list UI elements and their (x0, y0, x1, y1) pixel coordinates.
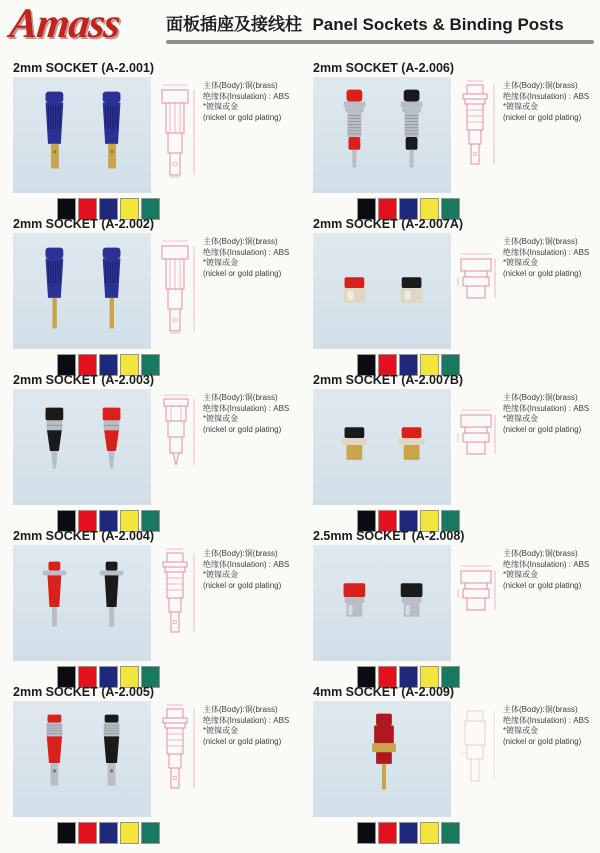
product-specs (203, 233, 300, 351)
spec-insulation-material: 绝缘体(Insulation) : ABS (503, 715, 590, 725)
product-title: 2mm SOCKET (A-2.004) (13, 529, 155, 543)
color-swatch (120, 822, 139, 844)
product-specs (503, 233, 600, 351)
spec-body-material: 主体(Body):铜(brass) (503, 393, 578, 402)
color-swatch (420, 822, 439, 844)
product-title: 2mm SOCKET (A-2.002) (13, 217, 155, 231)
product-specs (203, 701, 300, 819)
spec-body-material: 主体(Body):铜(brass) (503, 705, 578, 714)
product-photo (313, 389, 451, 505)
color-swatch (357, 822, 376, 844)
product-title: 4mm SOCKET (A-2.009) (313, 685, 455, 699)
product-specs (203, 77, 300, 195)
product-title: 2mm SOCKET (A-2.007B) (313, 373, 464, 387)
product-grid (0, 58, 600, 838)
page-titles (166, 10, 594, 44)
spec-plating-chinese: *镀镍或金 (203, 726, 239, 735)
product-specs (503, 701, 600, 819)
spec-plating-english: (nickel or gold plating) (503, 736, 582, 746)
spec-plating-chinese: *镀镍或金 (503, 414, 539, 423)
spec-plating-english: (nickel or gold plating) (503, 112, 582, 122)
color-swatch (378, 822, 397, 844)
technical-drawing (454, 701, 500, 817)
spec-plating-chinese: *镀镍或金 (503, 102, 539, 111)
spec-body-material: 主体(Body):铜(brass) (503, 81, 578, 90)
spec-body-material: 主体(Body):铜(brass) (203, 81, 278, 90)
technical-drawing (154, 233, 200, 349)
spec-plating-chinese: *镀镍或金 (203, 414, 239, 423)
spec-insulation-material: 绝缘体(Insulation) : ABS (203, 715, 290, 725)
product-section (0, 214, 300, 370)
spec-body-material: 主体(Body):铜(brass) (503, 549, 578, 558)
product-specs (503, 389, 600, 507)
product-section (0, 526, 300, 682)
spec-insulation-material: 绝缘体(Insulation) : ABS (203, 91, 290, 101)
spec-insulation-material: 绝缘体(Insulation) : ABS (203, 247, 290, 257)
product-photo (313, 233, 451, 349)
product-specs (503, 77, 600, 195)
technical-drawing (154, 545, 200, 661)
product-title: 2mm SOCKET (A-2.005) (13, 685, 155, 699)
spec-body-material: 主体(Body):铜(brass) (203, 549, 278, 558)
page-title-english: Panel Sockets & Binding Posts (312, 15, 564, 34)
page-title-chinese: 面板插座及接线柱 (166, 15, 302, 34)
spec-plating-chinese: *镀镍或金 (203, 102, 239, 111)
product-title: 2mm SOCKET (A-2.007A) (313, 217, 464, 231)
spec-plating-english: (nickel or gold plating) (503, 580, 582, 590)
technical-drawing (454, 545, 500, 661)
product-section (0, 682, 300, 838)
color-swatch (399, 822, 418, 844)
color-options (357, 822, 600, 844)
technical-drawing (154, 77, 200, 193)
product-section (0, 370, 300, 526)
color-options (57, 822, 300, 844)
product-photo (13, 77, 151, 193)
product-section (300, 58, 600, 214)
spec-plating-english: (nickel or gold plating) (503, 268, 582, 278)
spec-plating-chinese: *镀镍或金 (503, 258, 539, 267)
spec-body-material: 主体(Body):铜(brass) (503, 237, 578, 246)
color-swatch (57, 822, 76, 844)
product-title: 2mm SOCKET (A-2.006) (313, 61, 455, 75)
spec-plating-chinese: *镀镍或金 (503, 726, 539, 735)
spec-plating-chinese: *镀镍或金 (203, 570, 239, 579)
color-swatch (141, 822, 160, 844)
product-section (0, 58, 300, 214)
spec-plating-english: (nickel or gold plating) (203, 424, 282, 434)
spec-plating-english: (nickel or gold plating) (203, 736, 282, 746)
product-specs (203, 389, 300, 507)
product-photo (13, 545, 151, 661)
product-photo (313, 545, 451, 661)
product-title: 2.5mm SOCKET (A-2.008) (313, 529, 465, 543)
product-specs (503, 545, 600, 663)
page-header (0, 0, 600, 58)
technical-drawing (454, 77, 500, 193)
product-section (300, 214, 600, 370)
spec-insulation-material: 绝缘体(Insulation) : ABS (503, 559, 590, 569)
spec-insulation-material: 绝缘体(Insulation) : ABS (503, 91, 590, 101)
color-swatch (78, 822, 97, 844)
product-photo (313, 77, 451, 193)
color-swatch (441, 822, 460, 844)
product-photo (13, 701, 151, 817)
product-photo (313, 701, 451, 817)
product-section (300, 682, 600, 838)
product-photo (13, 389, 151, 505)
spec-insulation-material: 绝缘体(Insulation) : ABS (503, 247, 590, 257)
technical-drawing (154, 389, 200, 505)
technical-drawing (454, 233, 500, 349)
header-rule (166, 40, 594, 44)
spec-body-material: 主体(Body):铜(brass) (203, 237, 278, 246)
technical-drawing (154, 701, 200, 817)
spec-plating-chinese: *镀镍或金 (503, 570, 539, 579)
spec-insulation-material: 绝缘体(Insulation) : ABS (203, 403, 290, 413)
product-section (300, 526, 600, 682)
spec-plating-english: (nickel or gold plating) (203, 268, 282, 278)
spec-plating-chinese: *镀镍或金 (203, 258, 239, 267)
color-swatch (99, 822, 118, 844)
spec-plating-english: (nickel or gold plating) (203, 580, 282, 590)
spec-body-material: 主体(Body):铜(brass) (203, 705, 278, 714)
product-specs (203, 545, 300, 663)
spec-plating-english: (nickel or gold plating) (503, 424, 582, 434)
product-title: 2mm SOCKET (A-2.001) (13, 61, 155, 75)
spec-insulation-material: 绝缘体(Insulation) : ABS (503, 403, 590, 413)
product-title: 2mm SOCKET (A-2.003) (13, 373, 155, 387)
spec-insulation-material: 绝缘体(Insulation) : ABS (203, 559, 290, 569)
technical-drawing (454, 389, 500, 505)
product-section (300, 370, 600, 526)
spec-body-material: 主体(Body):铜(brass) (203, 393, 278, 402)
spec-plating-english: (nickel or gold plating) (203, 112, 282, 122)
product-photo (13, 233, 151, 349)
amass-logo: Amass (7, 1, 122, 47)
